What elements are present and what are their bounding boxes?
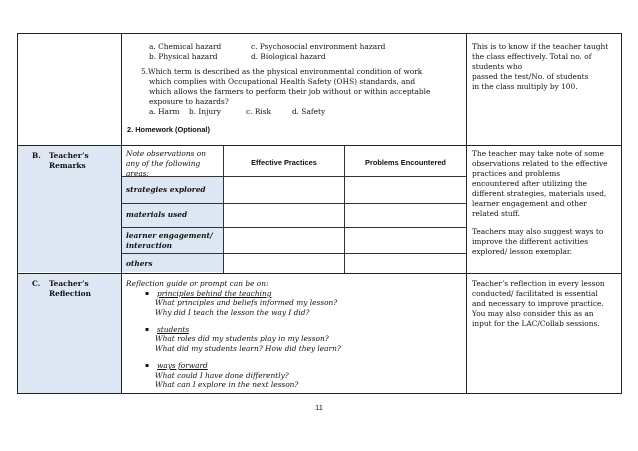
remarks-note-line-10: explored/ lesson exemplar. bbox=[472, 247, 572, 256]
remarks-note-line-2: observations related to the effective bbox=[472, 159, 608, 168]
remarks-note-line-7: related stuff. bbox=[472, 209, 520, 218]
top-note-line-2: the class effectively. Total no. of bbox=[472, 52, 592, 61]
homework-heading: 2. Homework (Optional) bbox=[127, 125, 210, 134]
topic-ways-forward-q2: What can I explore in the next lesson? bbox=[155, 380, 299, 389]
q5-option-a: a. Harm bbox=[149, 107, 180, 116]
q5-line-3: which allows the farmers to perform their job without or within acceptable bbox=[149, 87, 431, 96]
q4-option-b: b. Physical hazard bbox=[149, 52, 218, 61]
remarks-label-line2: Remarks bbox=[49, 161, 86, 170]
top-note-line-1: This is to know if the teacher taught bbox=[472, 42, 609, 51]
remarks-note-line-8: Teachers may also suggest ways to bbox=[472, 227, 604, 236]
q5-line-4: exposure to hazards? bbox=[149, 97, 229, 106]
topic-ways-forward: ways forward bbox=[157, 361, 208, 370]
bullet-1: ▪ bbox=[145, 290, 150, 297]
topic-ways-forward-q1: What could I have done differently? bbox=[155, 371, 289, 380]
obs-row-div-2 bbox=[122, 203, 466, 204]
remarks-label-line1: Teacher’s bbox=[49, 151, 89, 160]
q4-option-c: c. Psychosocial environment hazard bbox=[251, 42, 386, 51]
topic-students: students bbox=[157, 325, 190, 334]
top-note-line-5: in the class multiply by 100. bbox=[472, 82, 578, 91]
remarks-intro-3: areas: bbox=[126, 169, 150, 178]
reflection-note-line-5: input for the LAC/Collab sessions. bbox=[472, 319, 600, 328]
page-number: 11 bbox=[315, 403, 323, 412]
q5-line-1: 5.Which term is described as the physical environmental condition of work bbox=[141, 67, 423, 76]
q5-line-2: which complies with Occupational Health Safety (OHS) standards, and bbox=[149, 77, 416, 86]
q5-option-d: d. Safety bbox=[292, 107, 326, 116]
remarks-note-line-3: practices and problems bbox=[472, 169, 561, 178]
row-label-engagement-1: learner engagement/ bbox=[126, 231, 213, 240]
topic-principles-q1: What principles and beliefs informed my lesson? bbox=[155, 298, 338, 307]
top-note-line-4: passed the test/No. of students bbox=[472, 72, 589, 81]
remarks-note-line-1: The teacher may take note of some bbox=[472, 149, 604, 158]
row-divider-2 bbox=[17, 273, 622, 274]
q4-option-a: a. Chemical hazard bbox=[149, 42, 222, 51]
remarks-note-line-5: different strategies, materials used, bbox=[472, 189, 607, 198]
reflection-label-line2: Reflection bbox=[49, 289, 91, 298]
remarks-intro-2: any of the following bbox=[126, 159, 201, 168]
reflection-note-line-3: and necessary to improve practice. bbox=[472, 299, 604, 308]
reflection-note-line-1: Teacher’s reflection in every lesson bbox=[472, 279, 605, 288]
reflection-intro: Reflection guide or prompt can be on: bbox=[126, 279, 269, 288]
topic-students-q1: What roles did my students play in my lesson? bbox=[155, 334, 329, 343]
col-divider-right bbox=[466, 33, 467, 394]
bullet-2: ▪ bbox=[145, 326, 150, 333]
row-label-engagement-2: interaction bbox=[126, 241, 173, 250]
reflection-label-line1: Teacher’s bbox=[49, 279, 89, 288]
topic-principles-q2: Why did I teach the lesson the way I did? bbox=[155, 308, 310, 317]
remarks-label-letter: B. bbox=[32, 151, 41, 160]
bullet-3: ▪ bbox=[145, 362, 150, 369]
col-divider-left bbox=[121, 33, 122, 394]
q5-option-c: c. Risk bbox=[246, 107, 272, 116]
topic-students-q2: What did my students learn? How did they learn? bbox=[155, 344, 341, 353]
reflection-label-letter: C. bbox=[32, 279, 41, 288]
col-header-problems-encountered: Problems Encountered bbox=[365, 158, 446, 167]
top-note-line-3: students who bbox=[472, 62, 523, 71]
remarks-intro-1: Note observations on bbox=[126, 149, 206, 158]
row-divider-1 bbox=[17, 145, 622, 146]
col-header-effective-practices: Effective Practices bbox=[251, 158, 317, 167]
remarks-note-line-9: improve the different activities bbox=[472, 237, 589, 246]
obs-row-div-3 bbox=[122, 227, 466, 228]
reflection-note-line-4: You may also consider this as an bbox=[472, 309, 594, 318]
row-label-strategies: strategies explored bbox=[126, 185, 206, 194]
reflection-note-line-2: conducted/ facilitated is essential bbox=[472, 289, 598, 298]
topic-principles: principles behind the teaching bbox=[157, 289, 272, 298]
row-label-others: others bbox=[126, 259, 153, 268]
obs-row-div-1 bbox=[122, 176, 466, 177]
remarks-note-line-4: encountered after utilizing the bbox=[472, 179, 587, 188]
q5-option-b: b. Injury bbox=[189, 107, 221, 116]
obs-row-div-4 bbox=[122, 253, 466, 254]
q4-option-d: d. Biological hazard bbox=[251, 52, 326, 61]
row-label-materials: materials used bbox=[126, 210, 188, 219]
remarks-note-line-6: learner engagement and other bbox=[472, 199, 587, 208]
